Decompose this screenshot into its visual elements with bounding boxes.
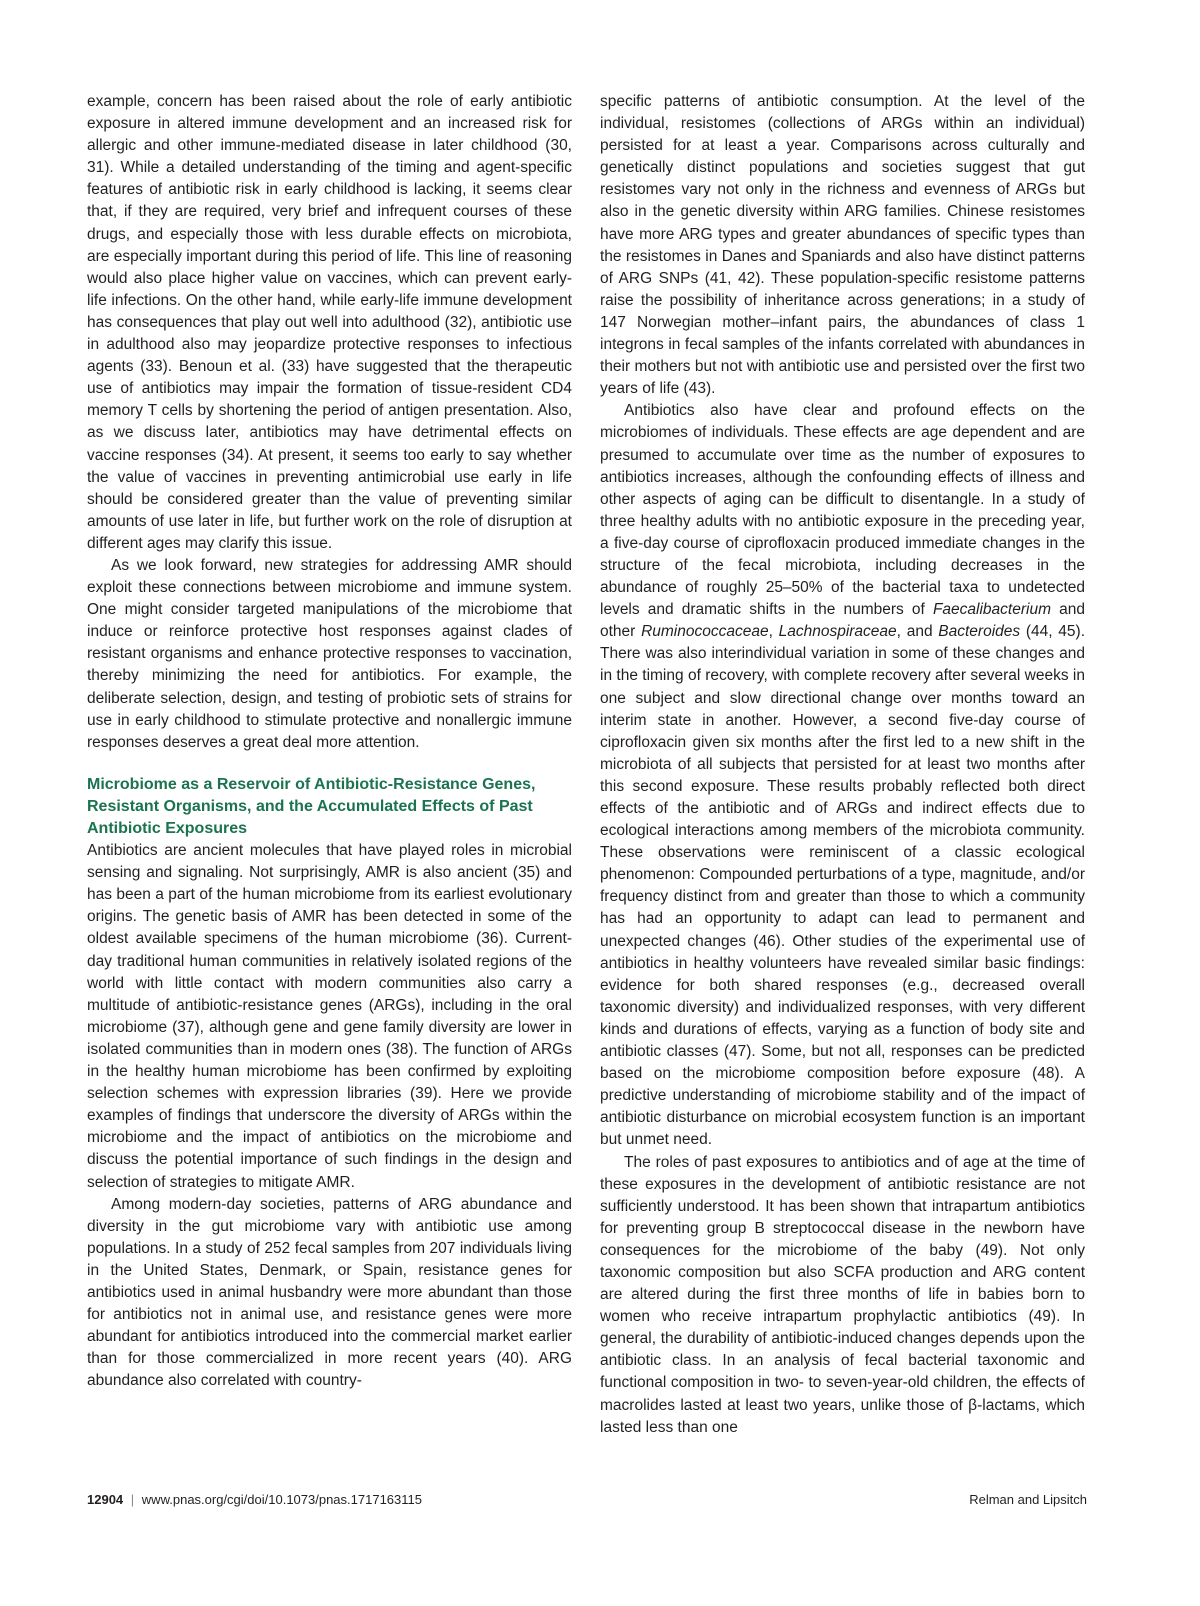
paragraph: As we look forward, new strategies for addressing AMR should exploit these connections between microbiome and immune system. One might consider targeted manipulations of the microbiome that induce or reinforce protective host responses against clades of resistant organisms and enhance protective responses to vaccination, thereby minimizing the need for antibiotics. For example, the deliberate selection, design, and testing of probiotic sets of strains for use in early childhood to stimulate protective and nonallergic immune responses deserves a great deal more attention. xyxy=(87,556,572,751)
taxon-name: Ruminococcaceae xyxy=(641,623,769,641)
page-number: 12904 xyxy=(87,1492,124,1507)
taxon-name: Lachnospiraceae xyxy=(778,623,897,641)
text-run: and other xyxy=(600,601,1085,641)
section-heading: Microbiome as a Reservoir of Antibiotic-Resistance Genes, Resistant Organisms, and the Accumulated Effects of Past Antibiotic Exposures xyxy=(87,775,536,837)
taxon-name: Faecalibacterium xyxy=(932,601,1051,619)
taxon-name: Bacteroides xyxy=(938,623,1021,641)
paragraph xyxy=(600,400,1085,1151)
text-run: , and xyxy=(896,623,939,641)
doi-link[interactable]: www.pnas.org/cgi/doi/10.1073/pnas.1717163115 xyxy=(141,1492,422,1507)
paragraph: example, concern has been raised about the role of early antibiotic exposure in altered immune development and an increased risk for allergic and other immune-mediated disease in later childhood (30, 31). While a detailed understanding of the timing and agent-specific features of antibiotic risk in early childhood is lacking, it seems clear that, if they are required, very brief and infrequent courses of these drugs, and especially those with less durable effects on microbiota, are especially important during this period of life. This line of reasoning would also place higher value on vaccines, which can prevent early-life infections. On the other hand, while early-life immune development has consequences that play out well into adulthood (32), antibiotic use in adulthood also may jeopardize protective responses to infectious agents (33). Benoun et al. (33) have suggested that the therapeutic use of antibiotics may impair the formation of tissue-resident CD4 memory T cells by shortening the period of antigen presentation. Also, as we discuss later, antibiotics may have detrimental effects on vaccine responses (34). At present, it seems too early to say whether the value of vaccines in preventing antimicrobial use early in life should be considered greater than the value of preventing similar amounts of use later in life, but further work on the role of disruption at different ages may clarify this issue. xyxy=(87,93,572,552)
running-authors: Relman and Lipsitch xyxy=(969,1492,1087,1507)
paragraph: specific patterns of antibiotic consumption. At the level of the individual, resistomes (collections of ARGs within an individual) persisted for at least a year. Comparisons across culturally and genetically distinct populations and societies suggest that gut resistomes vary not only in the richness and evenness of ARGs but also in the genetic diversity within ARG families. Chinese resistomes have more ARG types and greater abundances of specific types than the resistomes in Danes and Spaniards and also have distinct patterns of ARG SNPs (41, 42). These population-specific resistome patterns raise the possibility of inheritance across generations; in a study of 147 Norwegian mother–infant pairs, the abundances of class 1 integrons in fecal samples of the infants correlated with abundances in their mothers but not with antibiotic use and persisted over the first two years of life (43). xyxy=(600,93,1085,398)
paragraph: The roles of past exposures to antibiotics and of age at the time of these exposures in the development of antibiotic resistance are not sufficiently understood. It has been shown that intrapartum antibiotics for preventing group B streptococcal disease in the newborn have consequences for the microbiome of the baby (49). Not only taxonomic composition but also SCFA production and ARG content are altered during the first three months of life in babies born to women who receive intrapartum prophylactic antibiotics (49). In general, the durability of antibiotic-induced changes depends upon the antibiotic class. In an analysis of fecal bacterial taxonomic and functional composition in two- to seven-year-old children, the effects of macrolides lasted at least two years, unlike those of β-lactams, which lasted less than one xyxy=(600,1153,1085,1436)
paragraph: Antibiotics are ancient molecules that have played roles in microbial sensing and signaling. Not surprisingly, AMR is also ancient (35) and has been a part of the human microbiome from its earliest evolutionary origins. The genetic basis of AMR has been detected in some of the oldest available specimens of the human microbiome (36). Current-day traditional human communities in relatively isolated regions of the world with little contact with modern communities also carry a multitude of antibiotic-resistance genes (ARGs), including in the oral microbiome (37), although gene and gene family diversity are lower in isolated communities than in modern ones (38). The function of ARGs in the healthy human microbiome has been confirmed by exploiting selection schemes with expression libraries (39). Here we provide examples of findings that underscore the diversity of ARGs within the microbiome and the impact of antibiotics on the microbiome and discuss the potential importance of such findings in the design and selection of strategies to mitigate AMR. xyxy=(87,842,572,1191)
paragraph: Among modern-day societies, patterns of ARG abundance and diversity in the gut microbiome vary with antibiotic use among populations. In a study of 252 fecal samples from 207 individuals living in the United States, Denmark, or Spain, resistance genes for antibiotics used in animal husbandry were more abundant than those for antibiotics not in animal use, and resistance genes were more abundant for antibiotics introduced into the commercial market earlier than for those commercialized in more recent years (40). ARG abundance also correlated with country- xyxy=(87,1195,572,1390)
text-run: , xyxy=(768,623,779,641)
page-footer xyxy=(87,1492,1087,1507)
footer-separator: | xyxy=(130,1492,135,1507)
right-column xyxy=(600,91,1085,1439)
left-column xyxy=(87,91,572,1392)
text-run: (44, 45). There was also interindividual variation in some of these changes and in the timing of recovery, with complete recovery after several weeks in one subject and slow directional change over months toward an interim state in another. However, a second five-day course of ciprofloxacin given six months after the first led to a new shift in the microbiota of all subjects that persisted for at least two months after this second exposure. These results probably reflected both direct effects of the antibiotic and of ARGs and indirect effects due to ecological interactions among members of the microbiota community. These observations were reminiscent of a classic ecological phenomenon: Compounded perturbations of a type, magnitude, and/or frequency distinct from and greater than those to which a community has had an opportunity to adapt can lead to permanent and unexpected changes (46). Other studies of the experimental use of antibiotics in healthy volunteers have revealed similar basic findings: evidence for both shared responses (e.g., decreased overall taxonomic diversity) and individualized responses, with very different kinds and durations of effects, varying as a function of body site and antibiotic classes (47). Some, but not all, responses can be predicted based on the microbiome composition before exposure (48). A predictive understanding of microbiome stability and of the impact of antibiotic disturbance on microbial ecosystem function is an important but unmet need. xyxy=(600,623,1085,1149)
text-run: Antibiotics also have clear and profound effects on the microbiomes of individuals. These effects are age dependent and are presumed to accumulate over time as the number of exposures to antibiotics increases, although the confounding effects of illness and other aspects of aging can be difficult to disentangle. In a study of three healthy adults with no antibiotic exposure in the preceding year, a five-day course of ciprofloxacin produced immediate changes in the structure of the fecal microbiota, including decreases in the abundance of roughly 25–50% of the bacterial taxa to undetected levels and dramatic shifts in the numbers of xyxy=(600,402,1085,619)
